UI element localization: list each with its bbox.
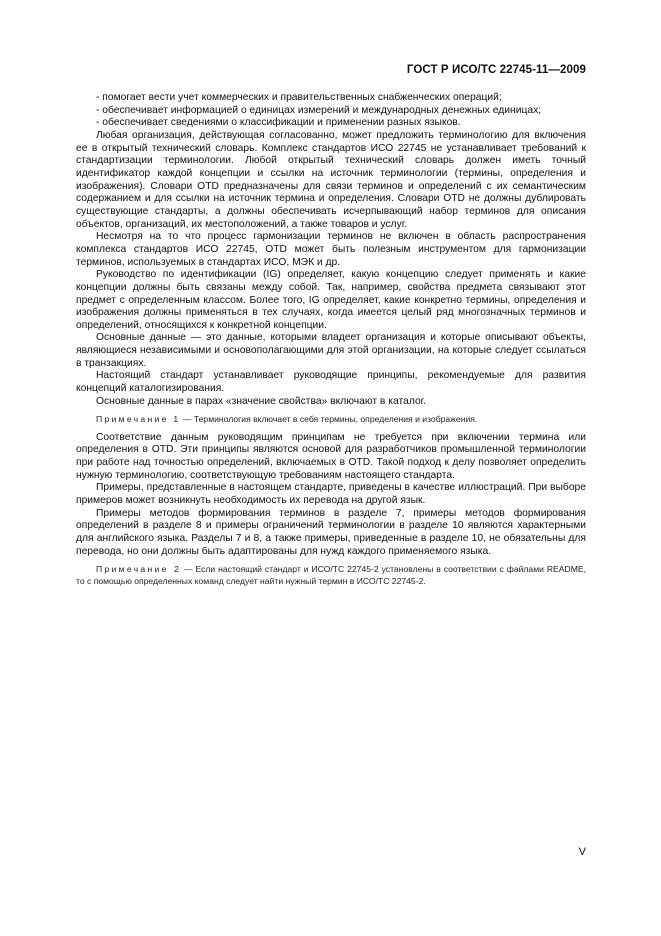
- note-text: — Если настоящий стандарт и ИСО/ТС 22745-2 установлены в соответствии с файлами README, то с помощью определенных команд следует найти нужный термин в ИСО/ТС 22745-2.: [76, 564, 586, 587]
- paragraph: Несмотря на то что процесс гармонизации терминов не включен в область распространения комплекса стандартов ИСО 22745, OTD может быть полезным инструментом для гармонизации терминов, используемых в стандартах ИСО, МЭК и др.: [76, 231, 586, 268]
- note-2: [76, 563, 586, 587]
- bullet-item: - обеспечивает сведениями о классификации и применении разных языков.: [96, 117, 461, 129]
- paragraph: Примеры, представленные в настоящем стандарте, приведены в качестве иллюстраций. При выборе примеров может возникнуть необходимость их перевода на другой язык.: [76, 482, 586, 506]
- note-label: Примечание 1: [96, 414, 181, 425]
- paragraph: Основные данные — это данные, которыми владеет организация и которые описывают объекты, являющиеся независимыми и основополагающими для этой организации, на которые следует ссылаться в транзакциях.: [76, 332, 586, 369]
- paragraph: Примеры методов формирования терминов в разделе 7, примеры методов формирования определений в разделе 8 и примеры ограничений терминологии в разделе 10 являются характерными для английского языка. Разделы 7 и 8, а также примеры, приведенные в разделе 10, не обязательны для перевода, но они должны быть адаптированы для нужд каждого применяемого языка.: [76, 507, 586, 557]
- page-number: V: [578, 846, 586, 858]
- bullet-item: - обеспечивает информацией о единицах измерений и международных денежных единицах;: [96, 104, 542, 116]
- paragraph: Соответствие данным руководящим принципам не требуется при включении термина или определения в OTD. Эти принципы являются основой для разработчиков промышленной терминологии при работе над точностью определений, включаемых в OTD. Такой подход к делу позволяет определить нужную терминологию, соответствующую требованиям настоящего стандарта.: [76, 431, 586, 481]
- bullet-item: - помогает вести учет коммерческих и правительственных снабженческих операций;: [96, 92, 502, 103]
- paragraph: Настоящий стандарт устанавливает руководящие принципы, рекомендуемые для развития концепций каталогизирования.: [76, 370, 586, 395]
- document-header: ГОСТ Р ИСО/ТС 22745-11—2009: [406, 64, 586, 76]
- paragraph: Руководство по идентификации (IG) определяет, какую концепцию следует применять и какие концепции должны быть связаны между собой. Так, например, свойства предмета связывают этот предмет с определенным классом. Более того, IG определяет, какие конкретно термины, определения и изображения должны применяться в тех случаях, когда имеется целый ряд многозначных терминов и определений, относящихся к конкретной концепции.: [76, 269, 586, 331]
- document-body: [76, 92, 586, 594]
- note-label: Примечание 2: [96, 564, 182, 575]
- paragraph: Любая организация, действующая согласованно, может предложить терминологию для включения ее в открытый технический словарь. Комплекс стандартов ИСО 22745 не устанавливает требований к стандартизации терминологии. Любой открытый технический словарь должен иметь точный идентификатор каждой концепции и ссылки на источник терминологии (термины, определения и изображения). Словари OTD предназначены для связи терминов и определений с их семантическим содержанием и для ссылки на источник термина и определения. Словари OTD не должны дублировать существующие стандарты, а должны обеспечивать исчерпывающий набор терминов для описания объектов, организаций, их местоположений, а также товаров и услуг.: [76, 129, 586, 230]
- note-text: — Терминология включает в себя термины, определения и изображения.: [180, 414, 478, 425]
- note-1: [76, 413, 586, 425]
- paragraph: Основные данные в парах «значение свойства» включают в каталог.: [96, 395, 427, 407]
